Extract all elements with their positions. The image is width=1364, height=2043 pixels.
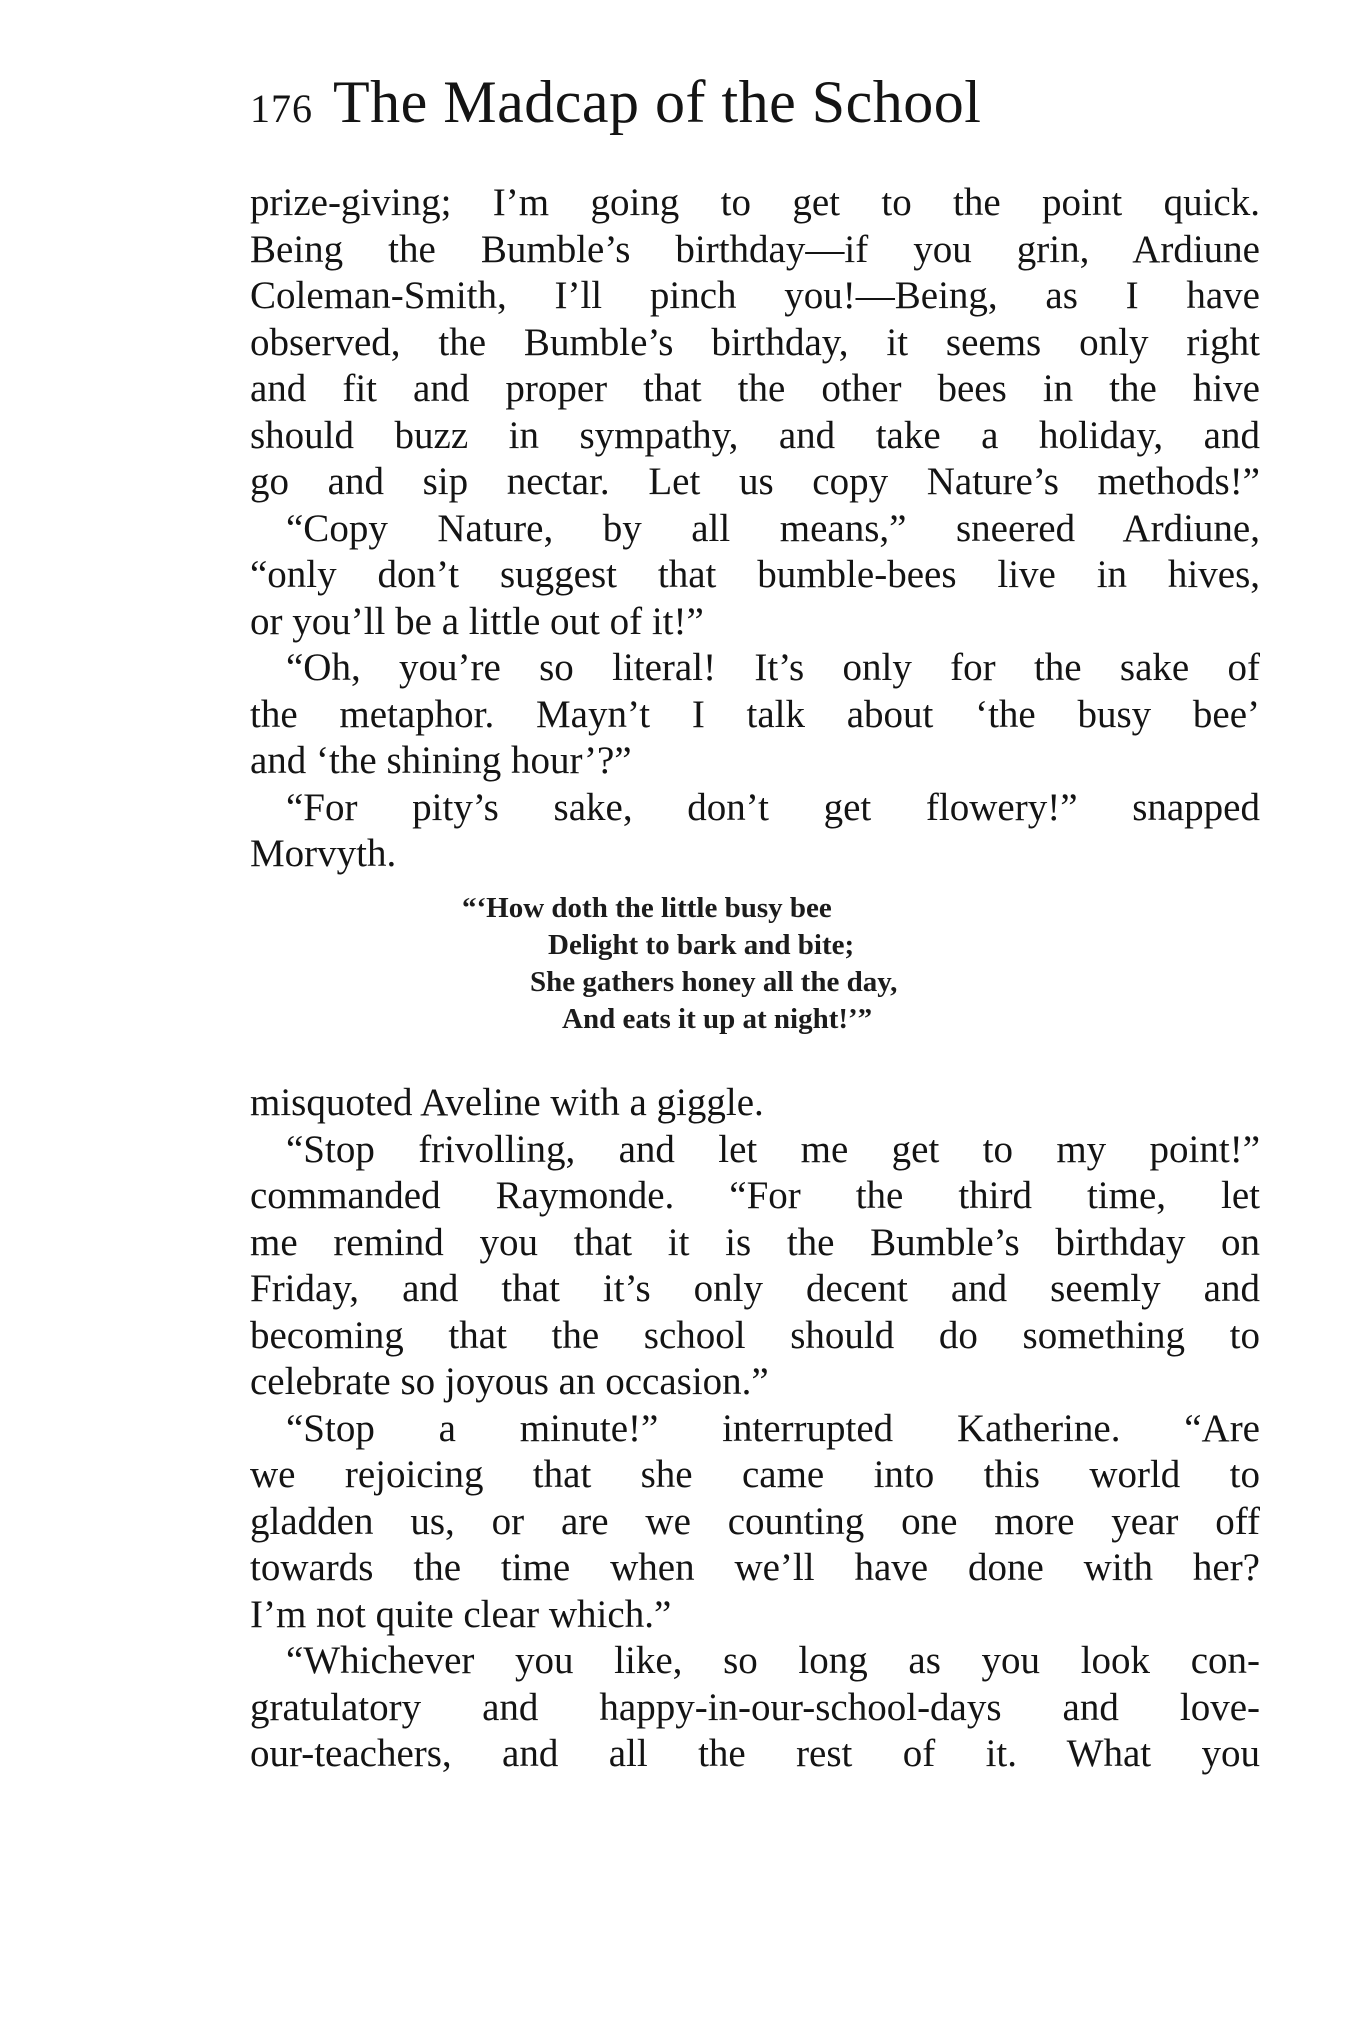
text-line: should buzz in sympathy, and take a holiday, and: [250, 413, 1260, 457]
text-line: we rejoicing that she came into this world to: [250, 1453, 1260, 1496]
text-line: gratulatory and happy-in-our-school-days and love-: [250, 1685, 1260, 1729]
text-line: “Oh, you’re so literal! It’s only for the sake of: [286, 646, 1260, 689]
running-title: The Madcap of the School: [333, 69, 982, 135]
text-line: the metaphor. Mayn’t I talk about ‘the busy bee’: [250, 692, 1260, 736]
text-line: or you’ll be a little out of it!”: [250, 599, 704, 643]
page-header: [250, 68, 1260, 148]
text-line: Friday, and that it’s only decent and seemly and: [250, 1267, 1260, 1310]
text-line: and ‘the shining hour’?”: [250, 739, 632, 782]
text-line: commanded Raymonde. “For the third time, let: [250, 1174, 1260, 1217]
text-line: misquoted Aveline with a giggle.: [250, 1081, 764, 1124]
text-line: “Whichever you like, so long as you look con-: [286, 1639, 1260, 1682]
body-text-upper: [250, 180, 1260, 878]
poem-line: She gathers honey all the day,: [530, 966, 898, 998]
text-line: me remind you that it is the Bumble’s birthday on: [250, 1220, 1260, 1264]
text-line: “Stop a minute!” interrupted Katherine. “Are: [286, 1406, 1260, 1450]
text-line: Coleman-Smith, I’ll pinch you!—Being, as I have: [250, 274, 1260, 317]
text-line: I’m not quite clear which.”: [250, 1592, 672, 1636]
text-line: celebrate so joyous an occasion.”: [250, 1360, 769, 1403]
text-line: Morvyth.: [250, 832, 397, 875]
text-line: becoming that the school should do something to: [250, 1313, 1260, 1357]
text-line: towards the time when we’ll have done with her?: [250, 1546, 1260, 1589]
text-line: “only don’t suggest that bumble-bees live in hives,: [250, 553, 1260, 596]
text-line: “Stop frivolling, and let me get to my point!”: [286, 1127, 1260, 1171]
text-line: gladden us, or are we counting one more year off: [250, 1499, 1260, 1543]
text-line: prize-giving; I’m going to get to the point quick.: [250, 181, 1260, 224]
poem-line: Delight to bark and bite;: [548, 929, 855, 961]
text-line: “Copy Nature, by all means,” sneered Ardiune,: [286, 506, 1260, 550]
text-line: our-teachers, and all the rest of it. What you: [250, 1732, 1260, 1775]
text-line: Being the Bumble’s birthday—if you grin, Ardiune: [250, 227, 1260, 271]
text-line: “For pity’s sake, don’t get flowery!” snapped: [286, 785, 1260, 829]
text-line: go and sip nectar. Let us copy Nature’s methods!”: [250, 460, 1260, 503]
poem-line: “‘How doth the little busy bee: [462, 892, 832, 924]
text-line: observed, the Bumble’s birthday, it seems only right: [250, 320, 1260, 364]
text-line: and fit and proper that the other bees in the hive: [250, 367, 1260, 410]
page-number: 176: [250, 86, 313, 131]
poem-line: And eats it up at night!’”: [562, 1003, 873, 1035]
body-text-lower: [250, 1080, 1260, 1778]
